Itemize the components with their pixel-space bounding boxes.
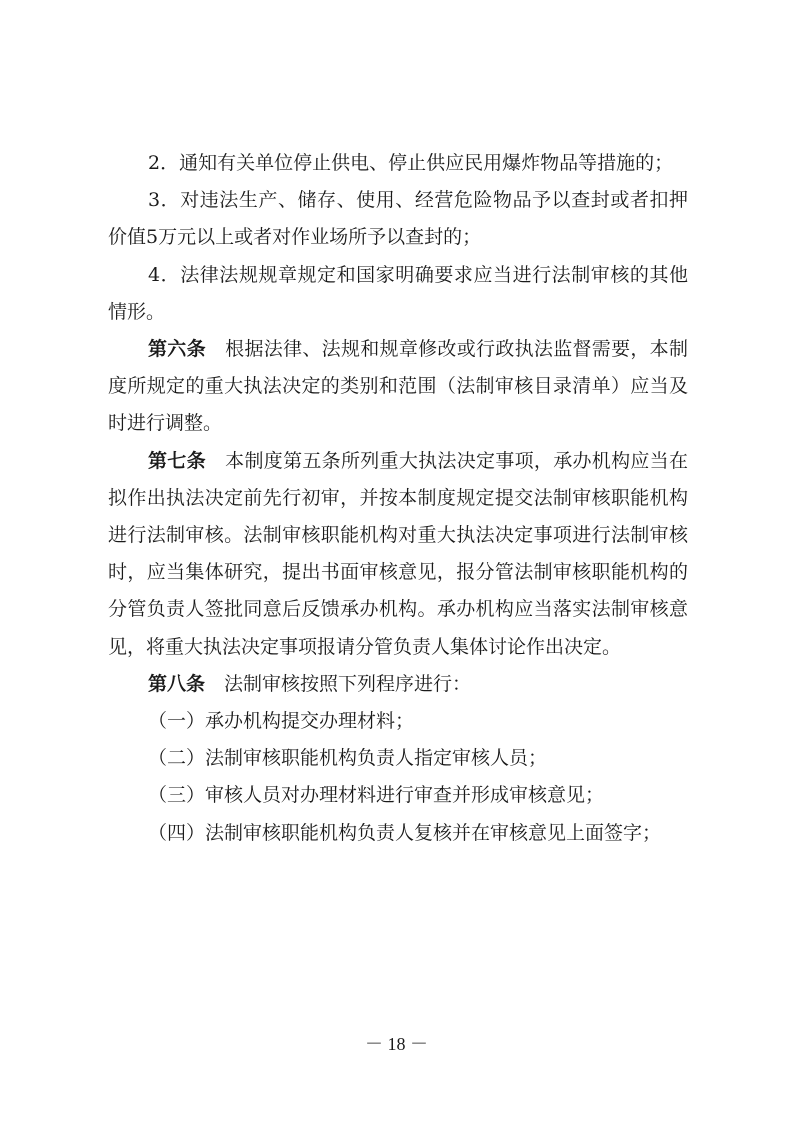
body-text [108,145,688,852]
procedure-item-4: （四）法制审核职能机构负责人复核并在审核意见上面签字； [148,821,662,844]
article-6-text: 根据法律、法规和规章修改或行政执法监督需要，本制度所规定的重大执法决定的类别和范围（法制审核目录清单）应当及时进行调整。 [108,338,688,435]
paragraph-item-2: 2．通知有关单位停止供电、停止供应民用爆炸物品等措施的； [148,152,674,174]
paragraph-item-4: 4．法律法规规章规定和国家明确要求应当进行法制审核的其他情形。 [108,263,688,323]
article-8 [108,666,688,703]
article-8-heading: 第八条 [148,672,206,695]
procedure-item-3: （三）审核人员对办理材料进行审查并形成审核意见； [148,784,605,807]
page-number: － 18 － [365,1034,428,1054]
procedure-item-2: （二）法制审核职能机构负责人指定审核人员； [148,747,548,770]
article-8-text: 法制审核按照下列程序进行： [224,672,472,695]
article-6 [108,331,688,443]
procedure-item-1: （一）承办机构提交办理材料； [148,710,415,733]
article-7-text: 本制度第五条所列重大执法决定事项，承办机构应当在拟作出执法决定前先行初审，并按本制度规定提交法制审核职能机构进行法制审核。法制审核职能机构对重大执法决定事项进行法制审核时，应当集体研究，提出书面审核意见，报分管法制审核职能机构的分管负责人签批同意后反馈承办机构。承办机构应当落实法制审核意见，将重大执法决定事项报请分管负责人集体讨论作出决定。 [108,449,688,658]
article-7-heading: 第七条 [148,449,206,472]
paragraph-item-3: 3．对违法生产、储存、使用、经营危险物品予以查封或者扣押价值5万元以上或者对作业场所予以查封的； [108,189,688,249]
article-7 [108,443,688,666]
article-6-heading: 第六条 [148,338,206,361]
